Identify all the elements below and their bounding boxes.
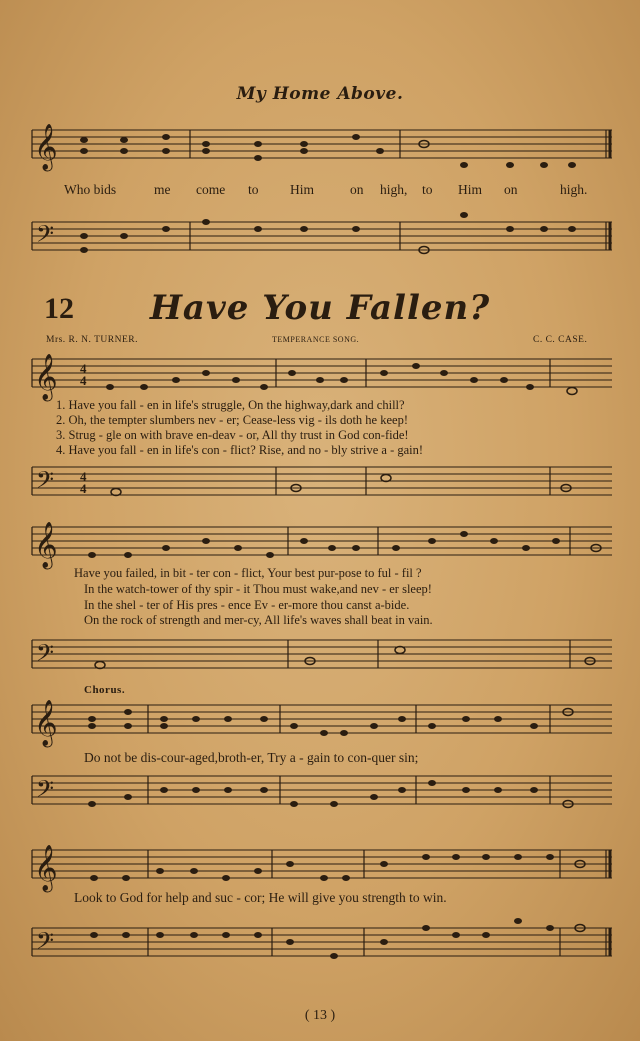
svg-text:4: 4 [80, 469, 87, 484]
staff-treble-4 [32, 845, 612, 893]
svg-text:4: 4 [80, 373, 87, 388]
top-lyric-7: high, [380, 182, 408, 197]
staff-bass-1 [32, 466, 612, 499]
top-lyric-5: Him [290, 182, 315, 197]
top-lyric-2: me [154, 182, 171, 197]
svg-text:𝄢: 𝄢 [36, 639, 55, 672]
svg-text:𝄢: 𝄢 [36, 927, 55, 960]
staff-treble-3 [32, 700, 612, 748]
svg-text:𝄞: 𝄞 [34, 700, 58, 746]
chorus-line-2: Look to God for help and suc - cor; He will give you strength to win. [74, 890, 447, 905]
top-lyric-6: on [350, 182, 364, 197]
top-lyric-3: come [196, 182, 226, 197]
staff-bass-3 [32, 775, 612, 808]
top-lyric-1: Who bids [64, 182, 117, 197]
svg-text:𝄞: 𝄞 [34, 354, 58, 400]
top-lyric-10: on [504, 182, 518, 197]
staff-bass-top [32, 220, 612, 253]
svg-text:4: 4 [80, 481, 87, 496]
verse-line-1a: 1. Have you fall - en in life's struggle, On the highway,dark and chill? [56, 398, 405, 412]
tune-title: My Home Above. [236, 84, 404, 104]
svg-text:𝄢: 𝄢 [36, 775, 55, 808]
svg-text:4: 4 [80, 361, 87, 376]
verse-line-2a: 2. Oh, the tempter slumbers nev - er; Cease-less vig - ils doth he keep! [56, 413, 408, 427]
hymn-title: Have You Fallen? [149, 288, 491, 328]
staff-treble-top [32, 124, 612, 172]
staff-bass-4 [32, 927, 612, 960]
svg-text:𝄢: 𝄢 [36, 220, 55, 253]
composer-credit: C. C. CASE. [533, 335, 588, 345]
top-lyric-8: to [422, 182, 433, 197]
verse-line-4b: On the rock of strength and mer-cy, All life's waves shall beat in vain. [84, 613, 433, 627]
top-lyric-9: Him [458, 182, 483, 197]
chorus-line-1: Do not be dis-cour-aged,broth-er, Try a - gain to con-quer sin; [84, 750, 419, 765]
hymn-number: 12 [44, 292, 74, 325]
svg-text:𝄞: 𝄞 [34, 522, 58, 568]
verse-line-4a: 4. Have you fall - en in life's con - flict? Rise, and no - bly strive a - gain! [56, 443, 424, 457]
svg-text:𝄞: 𝄞 [34, 845, 58, 891]
song-type: TEMPERANCE SONG. [272, 335, 360, 344]
staff-bass-2 [32, 639, 612, 672]
verse-line-3a: 3. Strug - gle on with brave en-deav - or, All thy trust in God con-fide! [56, 428, 409, 442]
verse-line-2b: In the watch-tower of thy spir - it Thou must wake,and nev - er sleep! [84, 582, 432, 596]
top-lyric-11: high. [560, 182, 588, 197]
author-credit: Mrs. R. N. TURNER. [46, 335, 138, 345]
top-lyric-4: to [248, 182, 259, 197]
svg-text:𝄢: 𝄢 [36, 466, 55, 499]
verse-line-3b: In the shel - ter of His pres - ence Ev - er-more thou canst a-bide. [84, 598, 410, 612]
chorus-label: Chorus. [84, 684, 126, 696]
page-number: ( 13 ) [304, 1008, 336, 1023]
svg-text:𝄞: 𝄞 [34, 124, 58, 170]
verse-line-1b: Have you failed, in bit - ter con - flict, Your best pur-pose to ful - fil ? [74, 566, 422, 580]
